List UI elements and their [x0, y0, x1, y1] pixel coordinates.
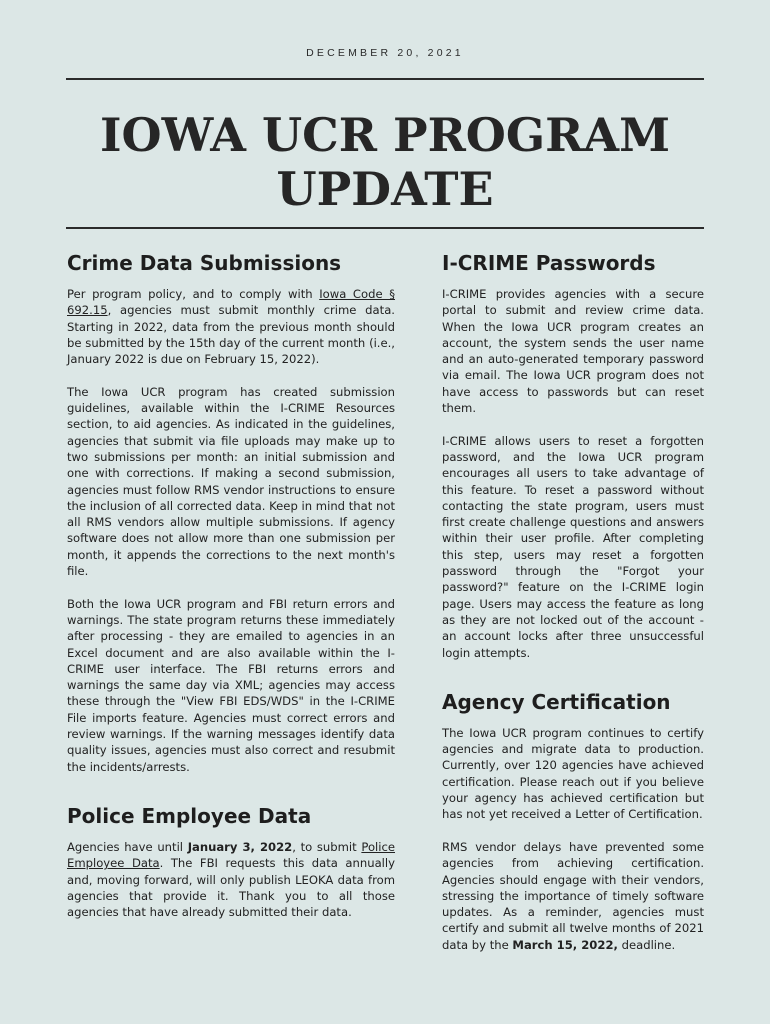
police-employee-section: [67, 801, 395, 920]
left-column: [67, 248, 395, 920]
certification-paragraph-2: [442, 839, 704, 953]
title-line-2: UPDATE: [276, 162, 494, 216]
page-title: [0, 108, 770, 216]
text-run: RMS vendor delays have prevented some agencies from achieving certification. Agencies should engage with their vendors, stressing the importance of timely software updates. As a reminder, agencies must certify and submit all twelve months of 2021 data by the: [442, 839, 704, 952]
certification-heading: Agency Certification: [442, 689, 671, 714]
passwords-heading: I-CRIME Passwords: [442, 251, 656, 275]
right-column: [442, 248, 704, 953]
passwords-paragraph-2: I-CRIME allows users to reset a forgotten password, and the Iowa UCR program encourages all users to take advantage of this feature. To reset a password without contacting the state program, users must first create challenge questions and answers within their user profile. After completing this step, users may reset a forgotten password through the "Forgot your password?" feature on the I-CRIME login page. Users may access the feature as long as they are not locked out of the account - an account locks after three unsuccessful login attempts.: [442, 433, 704, 660]
title-bottom-divider: [66, 227, 704, 229]
deadline-date: January 3, 2022: [187, 839, 293, 854]
certification-section: [442, 687, 704, 953]
crime-data-section: [67, 248, 395, 775]
certification-paragraph-1: The Iowa UCR program continues to certify agencies and migrate data to production. Currently, over 120 agencies have achieved certification. Please reach out if you believe your agency has achieved certification but has not yet received a Letter of Certification.: [442, 725, 704, 822]
newsletter-date: DECEMBER 20, 2021: [306, 47, 464, 59]
title-line-1: IOWA UCR PROGRAM: [100, 108, 670, 162]
text-run: , to submit: [292, 839, 362, 854]
text-run: Per program policy, and to comply with: [67, 287, 320, 301]
crime-data-paragraph-1: [67, 286, 395, 367]
text-run: . The FBI requests this data annually and, moving forward, will only publish LEOKA data from agencies that provide it. Thank you to all those agencies that have already submitted their data.: [67, 856, 395, 920]
police-employee-paragraph: [67, 839, 395, 920]
text-run: deadline.: [617, 937, 676, 952]
certification-deadline: March 15, 2022,: [512, 937, 618, 952]
text-run: Agencies have until: [67, 839, 188, 854]
crime-data-paragraph-3: Both the Iowa UCR program and FBI return errors and warnings. The state program returns these immediately after processing - they are emailed to agencies in an Excel document and are also available within the I-CRIME user interface. The FBI returns errors and warnings the same day via XML; agencies may access these through the "View FBI EDS/WDS" in the I-CRIME File imports feature. Agencies must correct errors and review warnings. If the warning messages identify data quality issues, agencies must also correct and resubmit the incidents/arrests.: [67, 596, 395, 774]
passwords-paragraph-1: I-CRIME provides agencies with a secure portal to submit and review crime data. When the Iowa UCR program creates an account, the system sends the user name and an auto-generated temporary password via email. The Iowa UCR program does not have access to passwords but can reset them.: [442, 287, 704, 416]
police-employee-data-link[interactable]: Police Employee Data: [67, 839, 395, 871]
crime-data-heading: Crime Data Submissions: [67, 251, 342, 275]
crime-data-paragraph-2: The Iowa UCR program has created submission guidelines, available within the I-CRIME Resources section, to aid agencies. As indicated in the guidelines, agencies that submit via file uploads may make up to two submissions per month: an initial submission and one with corrections. If making a second submission, agencies must follow RMS vendor instructions to ensure the inclusion of all corrected data. Keep in mind that not all RMS vendors allow multiple submissions. If agency software does not allow more than one submission per month, it appends the corrections to the next month's file.: [67, 384, 395, 579]
iowa-code-link[interactable]: Iowa Code § 692.15: [67, 287, 395, 318]
text-run: , agencies must submit monthly crime data. Starting in 2022, data from the previous month should be submitted by the 15th day of the current month (i.e., January 2022 is due on February 15, 2022).: [67, 303, 395, 367]
passwords-section: [442, 248, 704, 661]
police-employee-heading: Police Employee Data: [67, 803, 312, 828]
top-divider: [66, 78, 704, 80]
